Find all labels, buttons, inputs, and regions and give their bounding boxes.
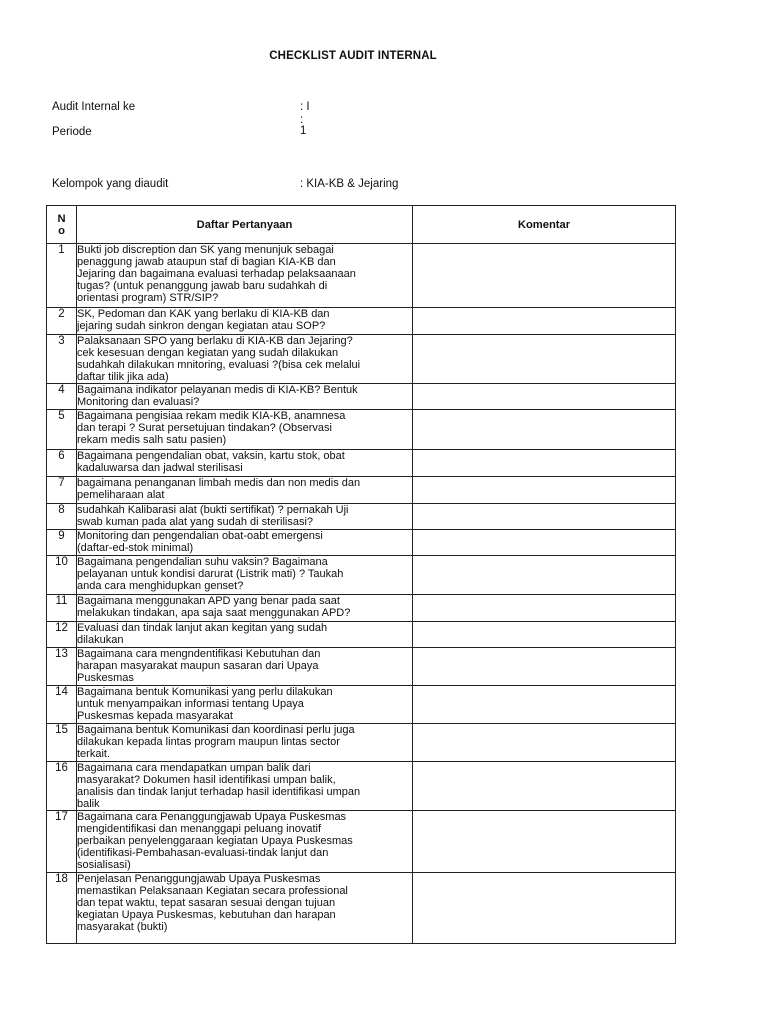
- table-header-row: [47, 206, 676, 244]
- comment-cell[interactable]: [413, 450, 676, 477]
- question-text: Bagaimana cara mengndentifikasi Kebutuhan dan harapan masyarakat maupun sasaran dari Upaya Puskesmas: [77, 648, 413, 686]
- table-row: [47, 622, 676, 648]
- table-row: [47, 686, 676, 724]
- comment-cell[interactable]: [413, 595, 676, 622]
- table-row: [47, 384, 676, 410]
- question-text: Evaluasi dan tindak lanjut akan kegitan yang sudah dilakukan: [77, 622, 413, 648]
- row-number: 13: [47, 648, 77, 686]
- table-row: [47, 335, 676, 384]
- row-number: 17: [47, 811, 77, 873]
- column-header-no: [47, 206, 77, 244]
- audit-internal-row: [52, 101, 310, 114]
- table-row: [47, 648, 676, 686]
- row-number: 14: [47, 686, 77, 724]
- table-body: [47, 244, 676, 944]
- row-number: 4: [47, 384, 77, 410]
- row-number: 5: [47, 410, 77, 450]
- table-row: [47, 450, 676, 477]
- comment-cell[interactable]: [413, 384, 676, 410]
- question-text: SK, Pedoman dan KAK yang berlaku di KIA-KB dan jejaring sudah sinkron dengan kegiatan atau SOP?: [77, 308, 413, 335]
- table-row: [47, 873, 676, 944]
- kelompok-label: Kelompok yang diaudit: [52, 178, 169, 190]
- audit-internal-value: : I: [300, 101, 310, 113]
- question-text: Bagaimana bentuk Komunikasi dan koordinasi perlu juga dilakukan kepada lintas program maupun lintas sector terkait.: [77, 724, 413, 762]
- question-text: Bukti job discreption dan SK yang menunjuk sebagai penaggung jawab ataupun staf di bagian KIA-KB dan Jejaring dan bagaimana evaluasi terhadap pelaksaanaan tugas? (untuk penanggung jawab baru sudahkah di orientasi program) STR/SIP?: [77, 244, 413, 308]
- comment-cell[interactable]: [413, 686, 676, 724]
- comment-cell[interactable]: [413, 724, 676, 762]
- comment-cell[interactable]: [413, 622, 676, 648]
- table-row: [47, 762, 676, 811]
- question-text: Penjelasan Penanggungjawab Upaya Puskesmas memastikan Pelaksanaan Kegiatan secara professional dan tepat waktu, tepat sasaran sesuai dengan tujuan kegiatan Upaya Puskesmas, kebutuhan dan harapan masyarakat (bukti): [77, 873, 413, 944]
- row-number: 8: [47, 504, 77, 530]
- comment-cell[interactable]: [413, 873, 676, 944]
- comment-cell[interactable]: [413, 477, 676, 504]
- comment-cell[interactable]: [413, 648, 676, 686]
- row-number: 9: [47, 530, 77, 556]
- table-row: [47, 811, 676, 873]
- question-text: Monitoring dan pengendalian obat-oabt emergensi (daftar-ed-stok minimal): [77, 530, 413, 556]
- comment-cell[interactable]: [413, 410, 676, 450]
- kelompok-row: [52, 178, 398, 191]
- question-text: bagaimana penanganan limbah medis dan non medis dan pemeliharaan alat: [77, 477, 413, 504]
- question-text: Bagaimana indikator pelayanan medis di KIA-KB? Bentuk Monitoring dan evaluasi?: [77, 384, 413, 410]
- question-text: Bagaimana cara Penanggungjawab Upaya Puskesmas mengidentifikasi dan menanggapi peluang inovatif perbaikan penyelenggaraan kegiatan Upaya Puskesmas (identifikasi-Pembahasan-evaluasi-tindak lanjut dan sosialisasi): [77, 811, 413, 873]
- question-text: sudahkah Kalibarasi alat (bukti sertifikat) ? pernakah Uji swab kuman pada alat yang sudah di sterilisasi?: [77, 504, 413, 530]
- row-number: 12: [47, 622, 77, 648]
- comment-cell[interactable]: [413, 244, 676, 308]
- table-row: [47, 477, 676, 504]
- row-number: 18: [47, 873, 77, 944]
- comment-cell[interactable]: [413, 504, 676, 530]
- table-row: [47, 595, 676, 622]
- periode-value: : 1: [300, 114, 307, 137]
- question-text: Bagaimana pengisiaa rekam medik KIA-KB, anamnesa dan terapi ? Surat persetujuan tindakan? (Observasi rekam medis salh satu pasien): [77, 410, 413, 450]
- comment-cell[interactable]: [413, 556, 676, 595]
- question-text: Bagaimana cara mendapatkan umpan balik dari masyarakat? Dokumen hasil identifikasi umpan balik, analisis dan tindak lanjut terhadap hasil identifikasi umpan balik: [77, 762, 413, 811]
- question-text: Bagaimana pengendalian suhu vaksin? Bagaimana pelayanan untuk kondisi darurat (Listrik mati) ? Taukah anda cara menghidupkan genset?: [77, 556, 413, 595]
- table-row: [47, 724, 676, 762]
- row-number: 7: [47, 477, 77, 504]
- column-header-no-label: N o: [57, 212, 66, 237]
- table-row: [47, 530, 676, 556]
- question-text: Bagaimana bentuk Komunikasi yang perlu dilakukan untuk menyampaikan informasi tentang Upaya Puskesmas kepada masyarakat: [77, 686, 413, 724]
- table-row: [47, 556, 676, 595]
- row-number: 2: [47, 308, 77, 335]
- row-number: 16: [47, 762, 77, 811]
- audit-internal-label: Audit Internal ke: [52, 101, 136, 113]
- comment-cell[interactable]: [413, 530, 676, 556]
- question-text: Palaksanaan SPO yang berlaku di KIA-KB dan Jejaring? cek kesesuan dengan kegiatan yang sudah dilakukan sudahkah dilakukan mnitoring, evaluasi ?(bisa cek melalui daftar tilik jika ada): [77, 335, 413, 384]
- row-number: 1: [47, 244, 77, 308]
- table-row: [47, 244, 676, 308]
- row-number: 6: [47, 450, 77, 477]
- periode-row: [52, 126, 300, 139]
- table-row: [47, 410, 676, 450]
- comment-cell[interactable]: [413, 762, 676, 811]
- row-number: 15: [47, 724, 77, 762]
- question-text: Bagaimana pengendalian obat, vaksin, kartu stok, obat kadaluwarsa dan jadwal sterilisasi: [77, 450, 413, 477]
- document-title: CHECKLIST AUDIT INTERNAL: [269, 50, 437, 62]
- table-row: [47, 504, 676, 530]
- row-number: 3: [47, 335, 77, 384]
- kelompok-value: : KIA-KB & Jejaring: [300, 178, 399, 190]
- comment-cell[interactable]: [413, 335, 676, 384]
- comment-cell[interactable]: [413, 308, 676, 335]
- periode-label: Periode: [52, 126, 92, 138]
- comment-cell[interactable]: [413, 811, 676, 873]
- row-number: 11: [47, 595, 77, 622]
- row-number: 10: [47, 556, 77, 595]
- audit-checklist-table: [46, 205, 676, 944]
- column-header-comment: Komentar: [413, 206, 676, 244]
- question-text: Bagaimana menggunakan APD yang benar pada saat melakukan tindakan, apa saja saat menggunakan APD?: [77, 595, 413, 622]
- column-header-question: Daftar Pertanyaan: [77, 206, 413, 244]
- table-row: [47, 308, 676, 335]
